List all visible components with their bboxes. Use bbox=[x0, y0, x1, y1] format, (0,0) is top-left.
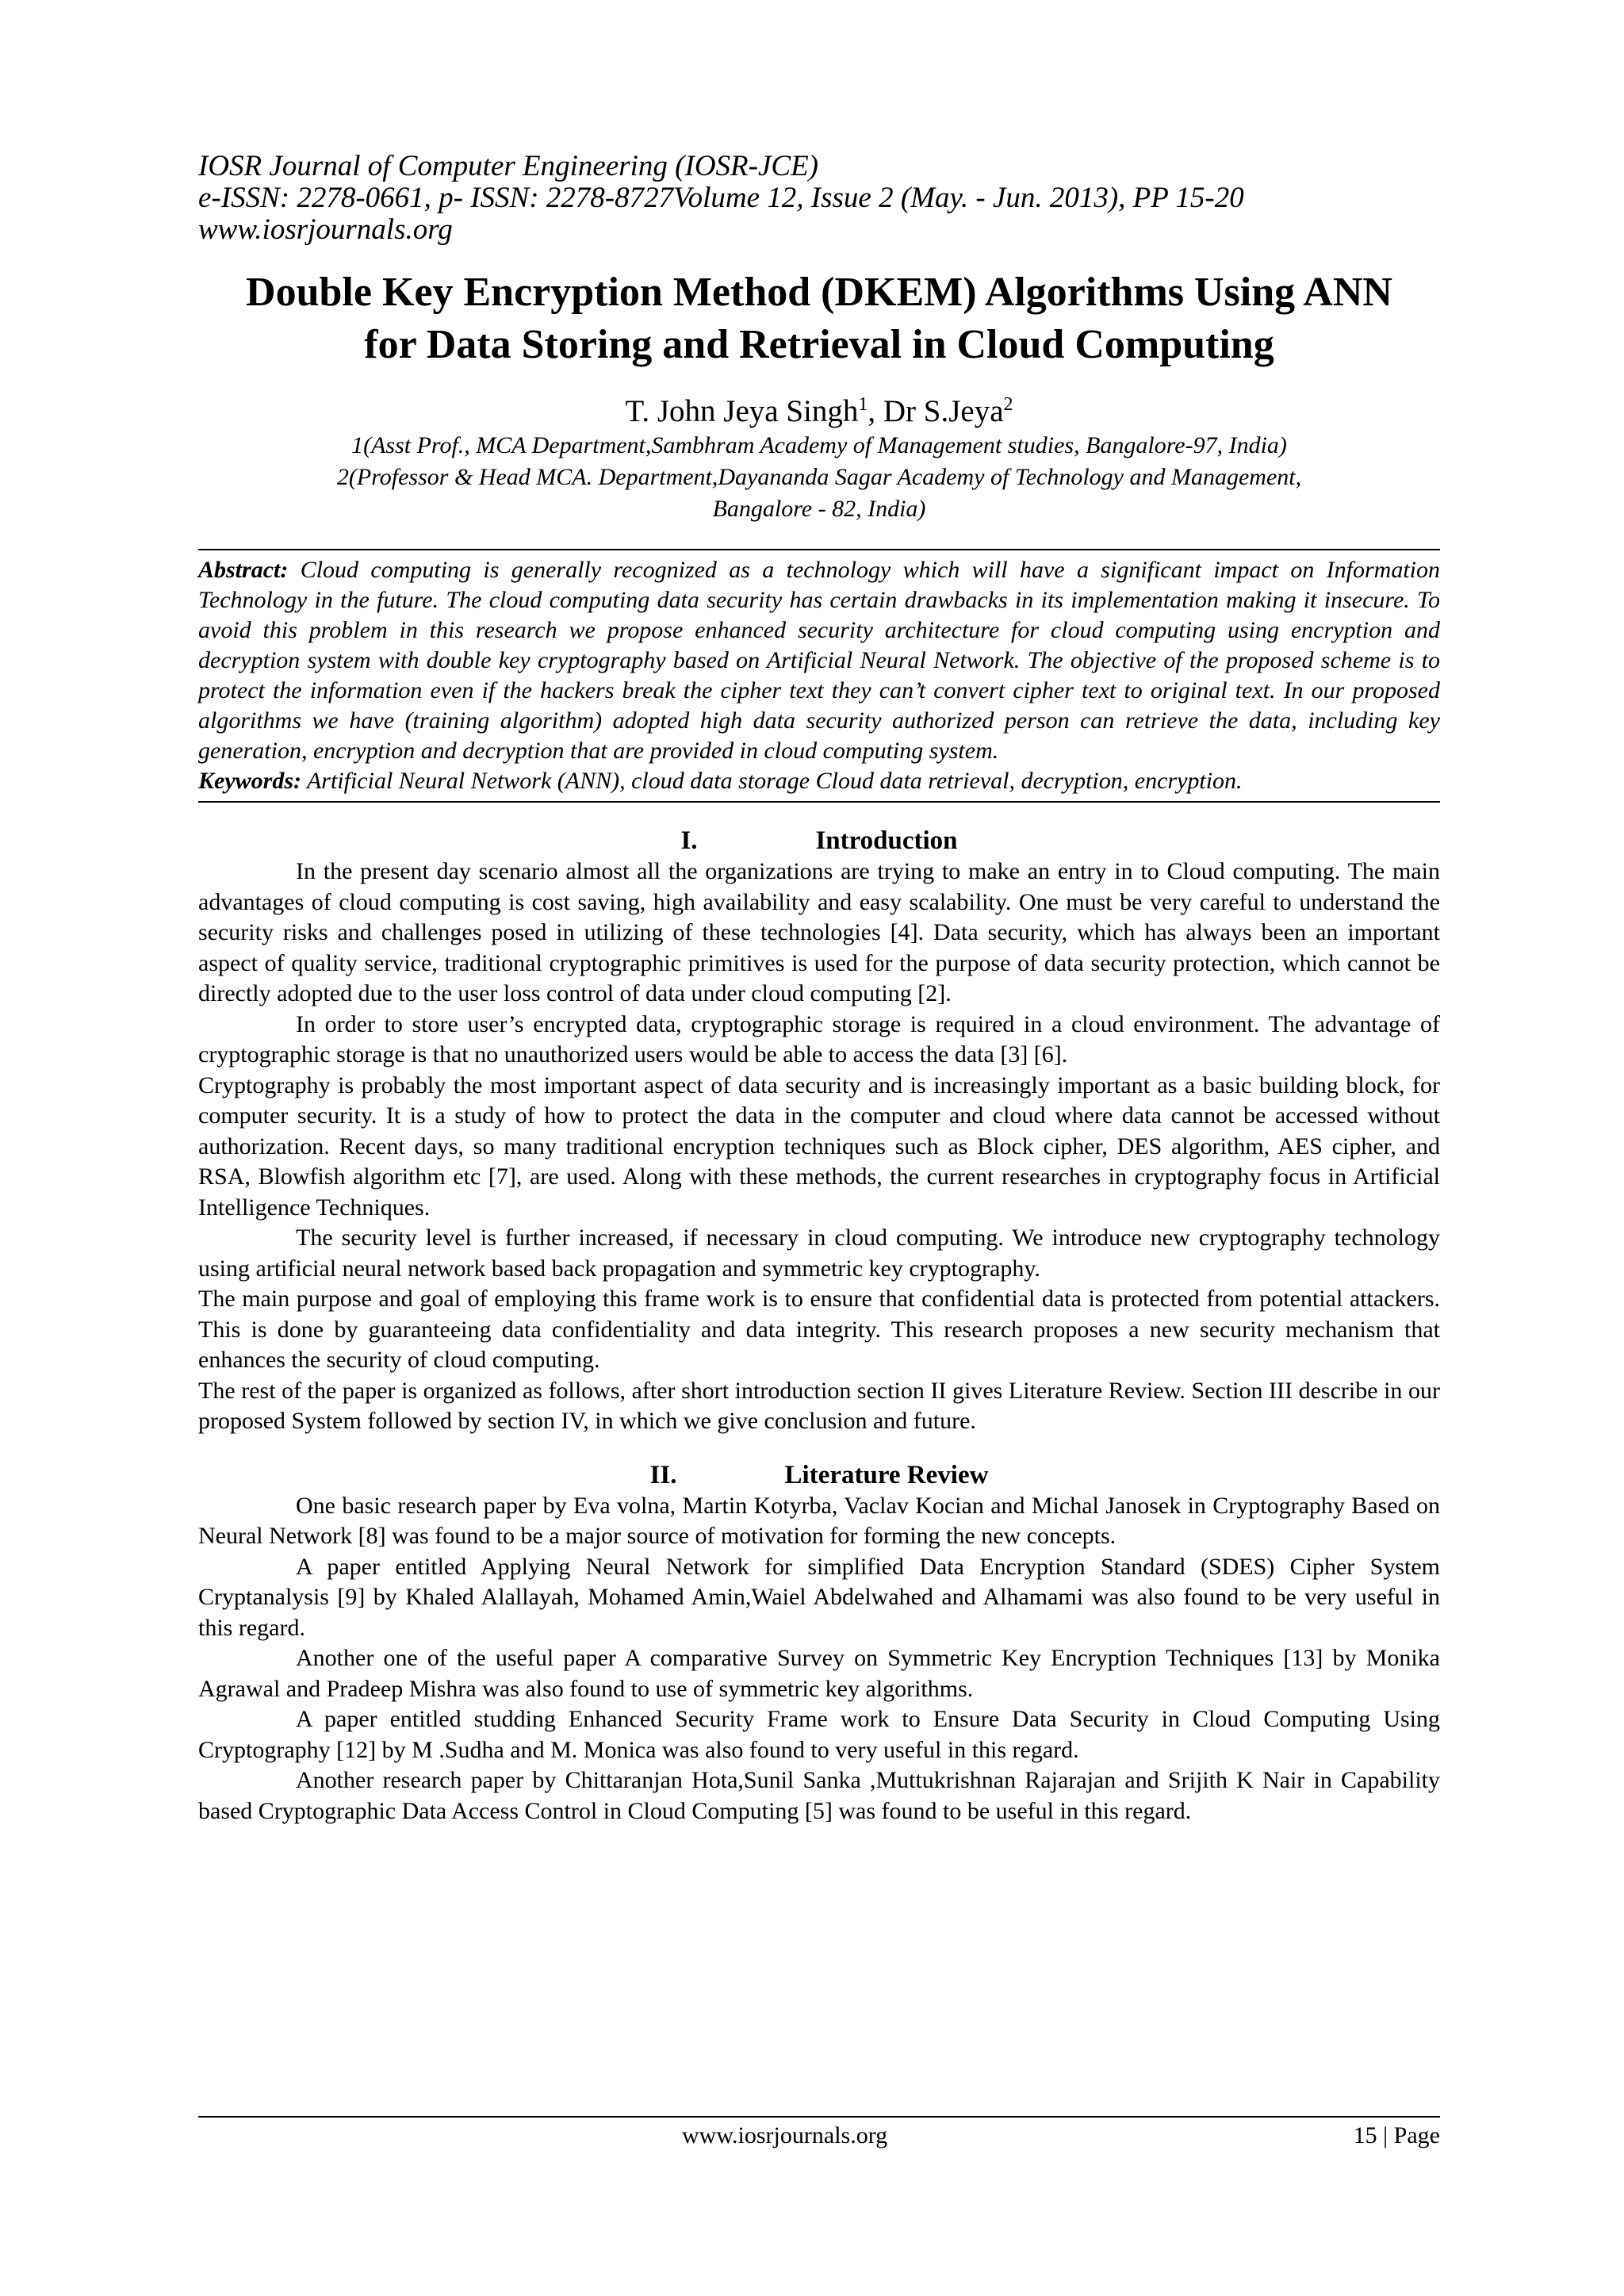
authors bbox=[198, 393, 1440, 430]
affiliations bbox=[198, 430, 1440, 525]
paragraph: The main purpose and goal of employing this frame work is to ensure that confidential data is protected from potential attackers. This is done by guaranteeing data confidentiality and data integrity. This research proposes a new security mechanism that enhances the security of cloud computing. bbox=[198, 1286, 1440, 1373]
page-footer bbox=[198, 2116, 1440, 2148]
abstract-text: Cloud computing is generally recognized as a technology which will have a significant impact on Information Technology in the future. The cloud computing data security has certain drawbacks in its implementation making it insecure. To avoid this problem in this research we propose enhanced security architecture for cloud computing using encryption and decryption system with double key cryptography based on Artificial Neural Network. The objective of the proposed scheme is to protect the information even if the hackers break the cipher text they can’t convert cipher text to original text. In our proposed algorithms we have (training algorithm) adopted high data security authorized person can retrieve the data, including key generation, encryption and decryption that are provided in cloud computing system. bbox=[198, 557, 1441, 764]
keywords-text: Artificial Neural Network (ANN), cloud data storage Cloud data retrieval, decryption, encryption. bbox=[306, 768, 1243, 794]
paragraph: Cryptography is probably the most important aspect of data security and is increasingly important as a basic building block, for computer security. It is a study of how to protect the data in the computer and cloud where data cannot be accessed without authorization. Recent days, so many traditional encryption techniques such as Block cipher, DES algorithm, AES cipher, and RSA, Blowfish algorithm etc [7], are used. Along with these methods, the current researches in cryptography focus in Artificial Intelligence Techniques. bbox=[198, 1071, 1440, 1221]
paragraph: One basic research paper by Eva volna, Martin Kotyrba, Vaclav Kocian and Michal Janosek in Cryptography Based on Neural Network [8] was found to be a major source of motivation for forming the new concepts. bbox=[198, 1492, 1440, 1549]
section-2-heading bbox=[198, 1459, 1440, 1491]
section-2-number: II. bbox=[649, 1460, 677, 1489]
paragraph: Another one of the useful paper A comparative Survey on Symmetric Key Encryption Techniques [13] by Monika Agrawal and Pradeep Mishra was also found to use of symmetric key algorithms. bbox=[198, 1645, 1440, 1702]
paper-page bbox=[198, 151, 1440, 1826]
keywords bbox=[198, 766, 1440, 801]
author-2: Dr S.Jeya bbox=[883, 394, 1004, 428]
author-2-affil-mark: 2 bbox=[1003, 394, 1013, 415]
journal-website: www.iosrjournals.org bbox=[198, 213, 453, 246]
journal-name: IOSR Journal of Computer Engineering (IOSR-JCE) bbox=[198, 150, 818, 182]
title-line-2: for Data Storing and Retrieval in Cloud Computing bbox=[364, 322, 1274, 367]
journal-header bbox=[198, 151, 1440, 246]
paragraph: The security level is further increased, if necessary in cloud computing. We introduce new cryptography technology using artificial neural network based back propagation and symmetric key cryptography. bbox=[198, 1225, 1440, 1282]
author-1: T. John Jeya Singh bbox=[625, 394, 859, 428]
paragraph: The rest of the paper is organized as follows, after short introduction section II gives Literature Review. Section III describe in our proposed System followed by section IV, in which we give conclusion and future. bbox=[198, 1377, 1440, 1434]
author-1-affil-mark: 1 bbox=[858, 394, 868, 415]
abstract bbox=[198, 549, 1440, 766]
paragraph: A paper entitled Applying Neural Network for simplified Data Encryption Standard (SDES) Cipher System Cryptanalysis [9] by Khaled Alallayah, Mohamed Amin,Waiel Abdelwahed and Alhamami was also found to be very useful in this regard. bbox=[198, 1553, 1440, 1641]
keywords-label: Keywords: bbox=[198, 768, 301, 794]
journal-issn: e-ISSN: 2278-0661, p- ISSN: 2278-8727Volume 12, Issue 2 (May. - Jun. 2013), PP 15-20 bbox=[198, 182, 1244, 214]
section-2-body bbox=[198, 1491, 1440, 1827]
section-1-heading bbox=[198, 825, 1440, 857]
affiliation-2-cont: Bangalore - 82, India) bbox=[712, 496, 926, 522]
section-2-title: Literature Review bbox=[784, 1460, 989, 1489]
paper-title bbox=[198, 266, 1440, 371]
abstract-bottom-rule bbox=[198, 801, 1440, 803]
paragraph: Another research paper by Chittaranjan Hota,Sunil Sanka ,Muttukrishnan Rajarajan and Srijith K Nair in Capability based Cryptographic Data Access Control in Cloud Computing [5] was found to be useful in this regard. bbox=[198, 1767, 1440, 1824]
paragraph: In the present day scenario almost all the organizations are trying to make an entry in to Cloud computing. The main advantages of cloud computing is cost saving, high availability and easy scalability. One must be very careful to understand the security risks and challenges posed in utilizing of these technologies [4]. Data security, which has always been an important aspect of quality service, traditional cryptographic primitives is used for the purpose of data security protection, which cannot be directly adopted due to the user loss control of data under cloud computing [2]. bbox=[198, 858, 1440, 1006]
section-1-number: I. bbox=[680, 826, 698, 855]
paragraph: In order to store user’s encrypted data, cryptographic storage is required in a cloud environment. The advantage of cryptographic storage is that no unauthorized users would be able to access the data [3] [6]. bbox=[198, 1010, 1440, 1068]
affiliation-2: 2(Professor & Head MCA. Department,Dayananda Sagar Academy of Technology and Management, bbox=[336, 464, 1302, 490]
abstract-label: Abstract: bbox=[198, 557, 289, 583]
title-line-1: Double Key Encryption Method (DKEM) Algorithms Using ANN bbox=[246, 270, 1392, 315]
section-1-body bbox=[198, 857, 1440, 1437]
paragraph: A paper entitled studding Enhanced Security Frame work to Ensure Data Security in Cloud Computing Using Cryptography [12] by M .Sudha and M. Monica was also found to very useful in this regard. bbox=[198, 1706, 1440, 1763]
affiliation-1: 1(Asst Prof., MCA Department,Sambhram Academy of Management studies, Bangalore-97, India) bbox=[351, 432, 1287, 458]
page-number: 15 | Page bbox=[1353, 2122, 1440, 2148]
section-1-title: Introduction bbox=[815, 826, 958, 855]
author-separator: , bbox=[868, 394, 883, 428]
footer-website: www.iosrjournals.org bbox=[682, 2122, 888, 2148]
